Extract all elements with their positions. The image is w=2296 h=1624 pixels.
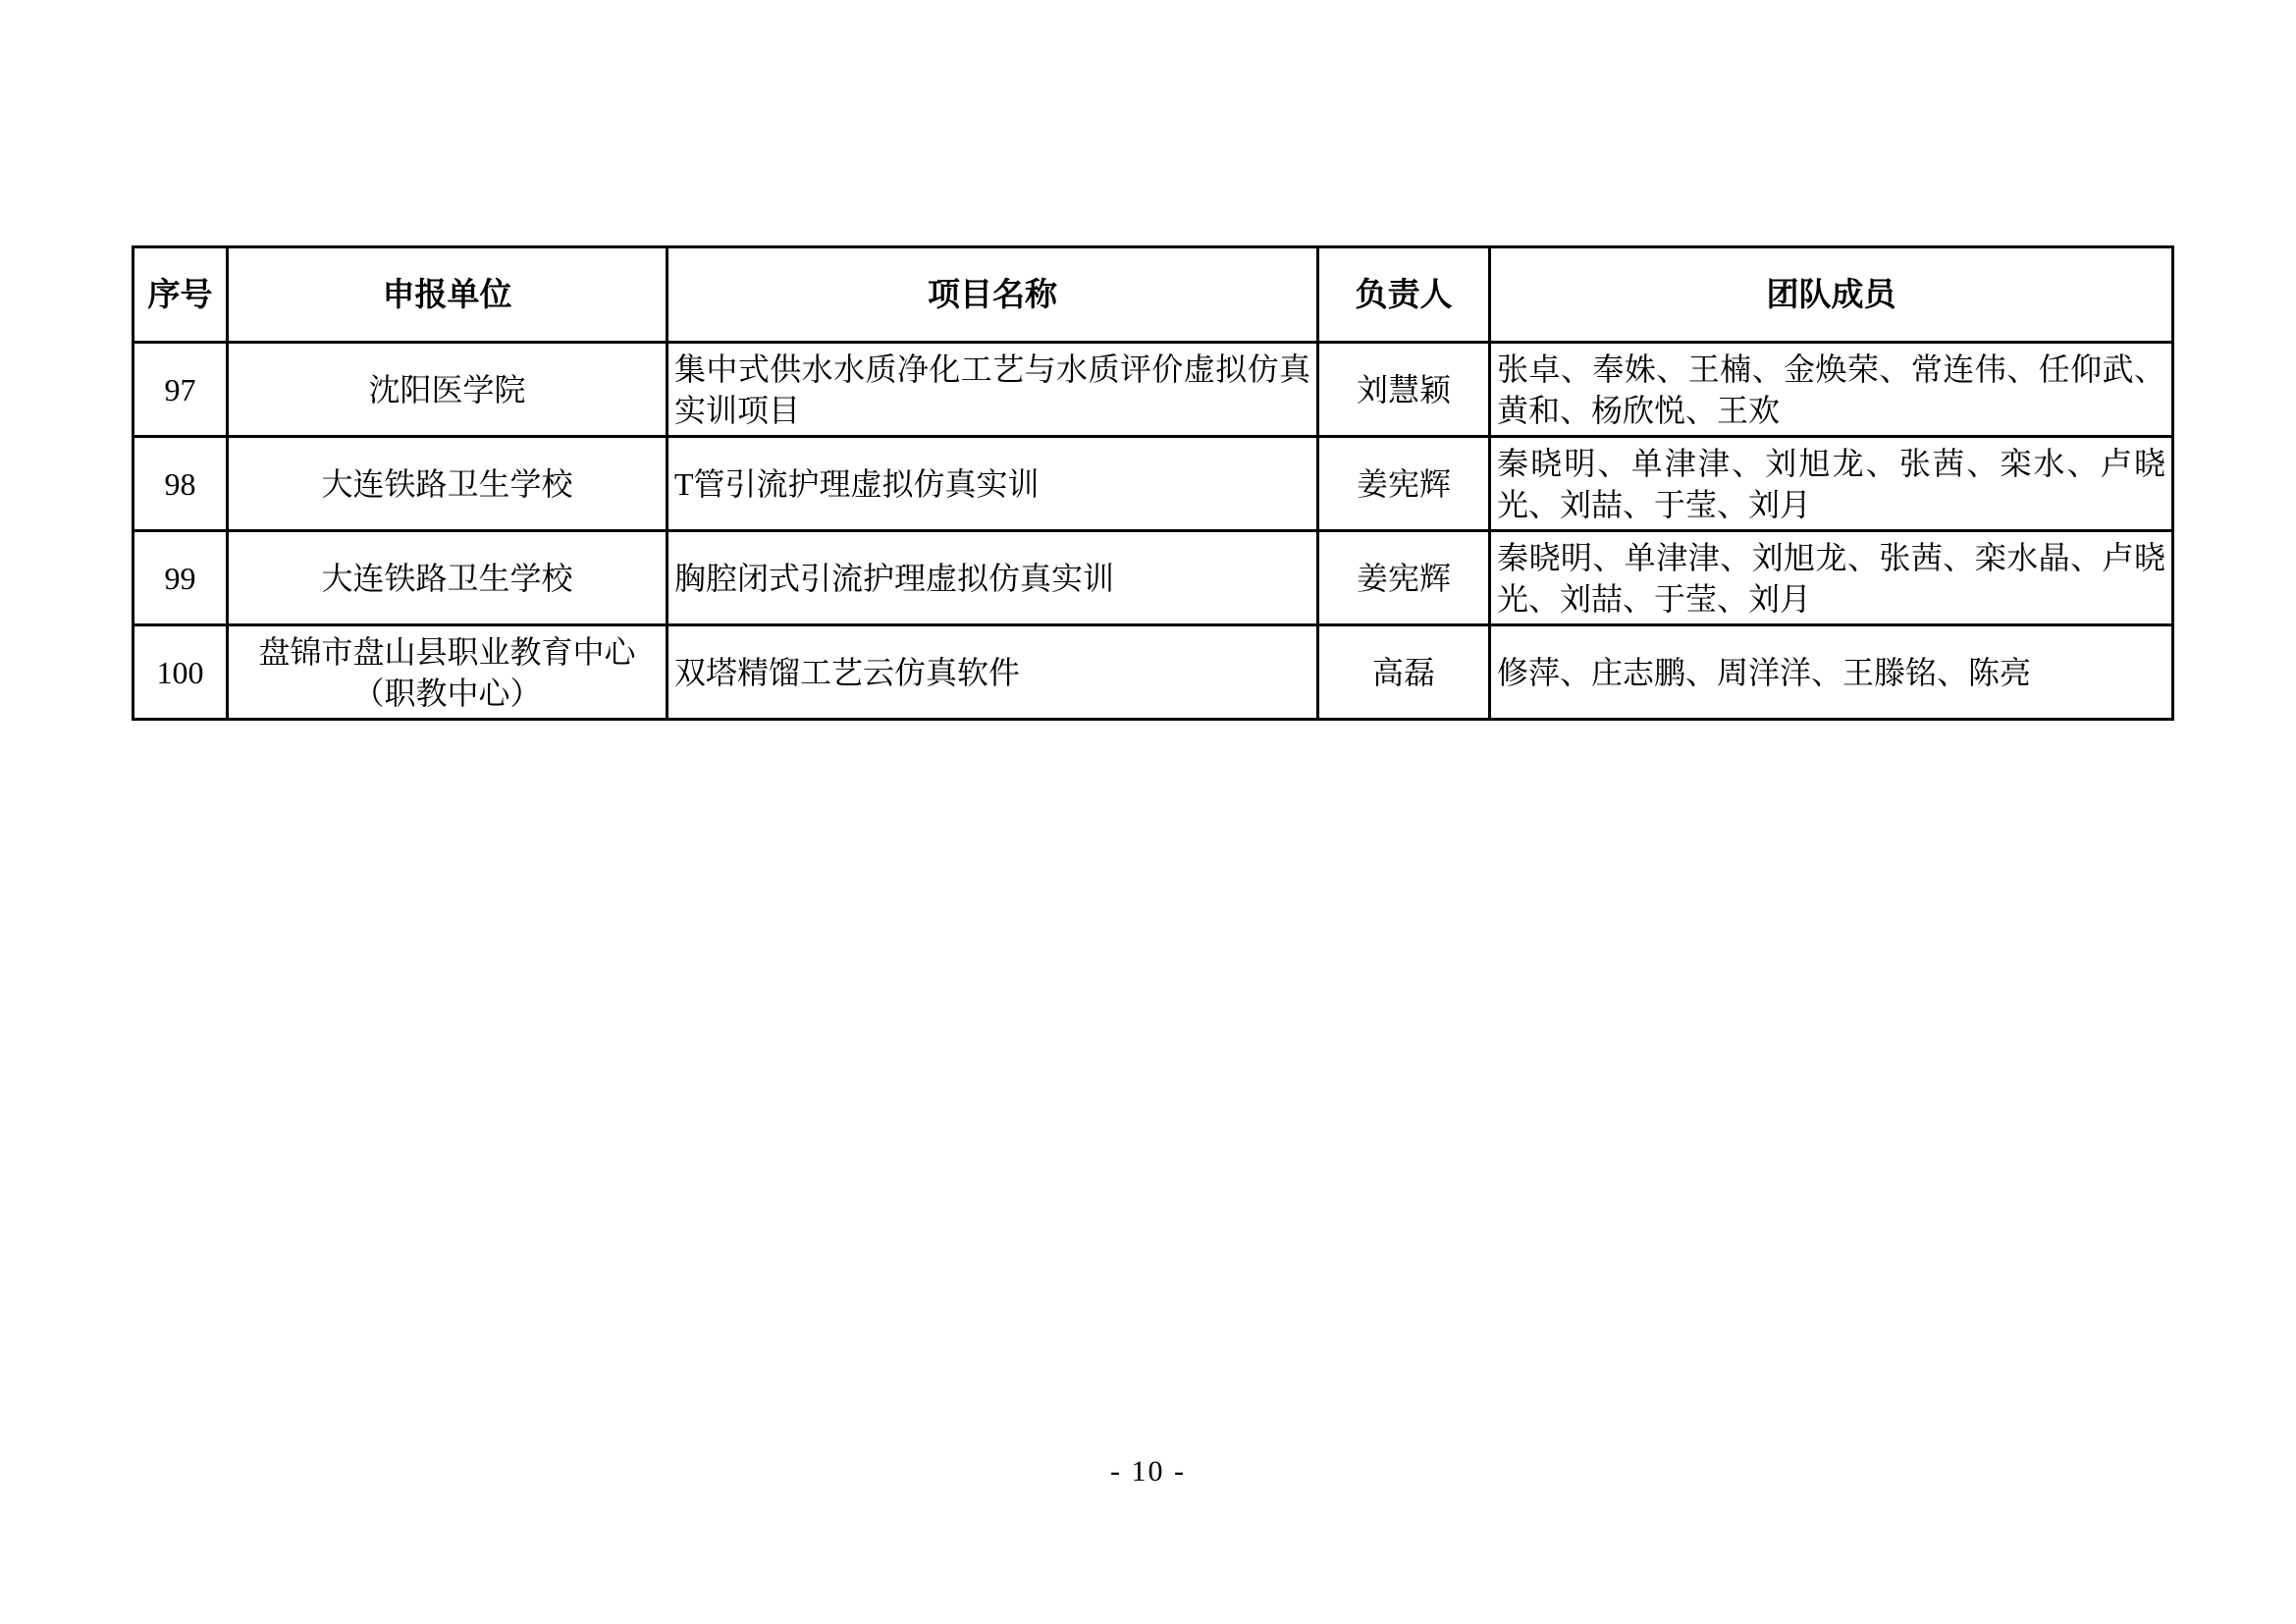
cell-project-name: 集中式供水水质净化工艺与水质评价虚拟仿真实训项目	[667, 343, 1318, 437]
table-header-row	[133, 247, 2173, 343]
cell-leader-name: 刘慧颖	[1318, 343, 1490, 437]
header-cell-no: 序号	[133, 247, 228, 343]
header-cell-unit: 申报单位	[228, 247, 667, 343]
cell-serial-number: 100	[133, 625, 228, 720]
table-row	[133, 531, 2173, 625]
cell-project-name: 双塔精馏工艺云仿真软件	[667, 625, 1318, 720]
cell-applicant-unit: 大连铁路卫生学校	[228, 531, 667, 625]
cell-team-members: 张卓、奉姝、王楠、金焕荣、常连伟、任仰武、黄和、杨欣悦、王欢	[1490, 343, 2173, 437]
cell-leader-name: 姜宪辉	[1318, 531, 1490, 625]
table-row	[133, 625, 2173, 720]
cell-team-members: 修萍、庄志鹏、周洋洋、王滕铭、陈亮	[1490, 625, 2173, 720]
cell-serial-number: 97	[133, 343, 228, 437]
cell-leader-name: 高磊	[1318, 625, 1490, 720]
header-cell-team: 团队成员	[1490, 247, 2173, 343]
cell-project-name: 胸腔闭式引流护理虚拟仿真实训	[667, 531, 1318, 625]
projects-table	[132, 245, 2174, 721]
cell-leader-name: 姜宪辉	[1318, 437, 1490, 531]
header-cell-leader: 负责人	[1318, 247, 1490, 343]
cell-applicant-unit: 大连铁路卫生学校	[228, 437, 667, 531]
table-row	[133, 437, 2173, 531]
cell-serial-number: 98	[133, 437, 228, 531]
cell-serial-number: 99	[133, 531, 228, 625]
header-cell-project: 项目名称	[667, 247, 1318, 343]
cell-team-members: 秦晓明、单津津、刘旭龙、张茜、栾水晶、卢晓光、刘喆、于莹、刘月	[1490, 531, 2173, 625]
page-number: - 10 -	[1110, 1455, 1186, 1488]
table-row	[133, 343, 2173, 437]
cell-project-name: T管引流护理虚拟仿真实训	[667, 437, 1318, 531]
cell-applicant-unit: 盘锦市盘山县职业教育中心（职教中心）	[228, 625, 667, 720]
cell-team-members: 秦晓明、单津津、刘旭龙、张茜、栾水、卢晓光、刘喆、于莹、刘月	[1490, 437, 2173, 531]
cell-applicant-unit: 沈阳医学院	[228, 343, 667, 437]
